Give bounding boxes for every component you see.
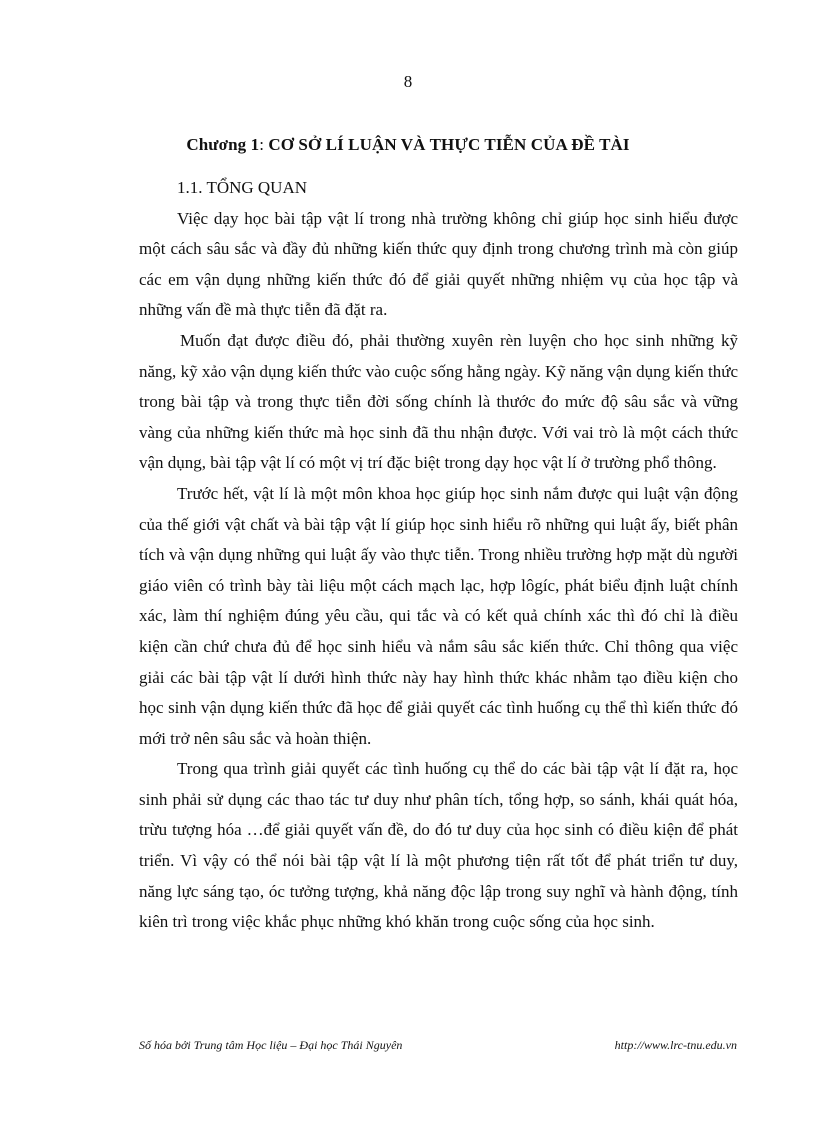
body-content xyxy=(139,173,738,938)
chapter-label: Chương 1 xyxy=(186,135,260,154)
chapter-title-text: CƠ SỞ LÍ LUẬN VÀ THỰC TIỄN CỦA ĐỀ TÀI xyxy=(264,135,630,154)
footer-url: http://www.lrc-tnu.edu.vn xyxy=(614,1038,737,1052)
page-number: 8 xyxy=(403,72,413,91)
paragraph-1: Việc dạy học bài tập vật lí trong nhà trường không chỉ giúp học sinh hiểu được một cách sâu sắc và đầy đủ những kiến thức quy định trong chương trình mà còn giúp các em vận dụng những kiến thức đó để giải quyết những nhiệm vụ của học tập và những vấn đề mà thực tiễn đã đặt ra. xyxy=(139,208,738,320)
chapter-title xyxy=(0,133,816,157)
paragraph-2: Muốn đạt được điều đó, phải thường xuyên rèn luyện cho học sinh những kỹ năng, kỹ xảo vận dụng kiến thức vào cuộc sống hằng ngày. Kỹ năng vận dụng kiến thức trong bài tập và trong thực tiễn đời sống chính là thước đo mức độ sâu sắc và vững vàng của những kiến thức mà học sinh đã thu nhận được. Với vai trò là một cách thức vận dụng, bài tập vật lí có một vị trí đặc biệt trong dạy học vật lí ở trường phổ thông. xyxy=(139,330,738,473)
paragraph-4: Trong qua trình giải quyết các tình huống cụ thể do các bài tập vật lí đặt ra, học sinh phải sử dụng các thao tác tư duy như phân tích, tổng hợp, so sánh, khái quát hóa, trừu tượng hóa …để giải quyết vấn đề, do đó tư duy của học sinh có điều kiện để phát triển. Vì vậy có thể nói bài tập vật lí là một phương tiện rất tốt để phát triển tư duy, năng lực sáng tạo, óc tưởng tượng, khả năng độc lập trong suy nghĩ và hành động, tính kiên trì trong việc khắc phục những khó khăn trong cuộc sống của học sinh. xyxy=(139,759,738,932)
footer-source: Số hóa bởi Trung tâm Học liệu – Đại học Thái Nguyên xyxy=(139,1038,403,1052)
section-heading: 1.1. TỔNG QUAN xyxy=(177,178,308,197)
paragraph-3: Trước hết, vật lí là một môn khoa học giúp học sinh nắm được qui luật vận động của thế giới vật chất và bài tập vật lí giúp học sinh hiểu rõ những qui luật ấy, biết phân tích và vận dụng những qui luật ấy vào thực tiễn. Trong nhiều trường hợp mặt dù người giáo viên có trình bày tài liệu một cách mạch lạc, hợp lôgíc, phát biểu định luật chính xác, làm thí nghiệm đúng yêu cầu, qui tắc và có kết quả chính xác thì đó chỉ là điều kiện cần chứ chưa đủ để học sinh hiểu và nắm sâu sắc kiến thức. Chỉ thông qua việc giải các bài tập vật lí dưới hình thức này hay hình thức khác nhằm tạo điều kiện cho học sinh vận dụng kiến thức đã học để giải quyết các tình huống cụ thể thì kiến thức đó mới trở nên sâu sắc và hoàn thiện. xyxy=(139,483,738,748)
chapter-separator: : xyxy=(259,135,265,154)
